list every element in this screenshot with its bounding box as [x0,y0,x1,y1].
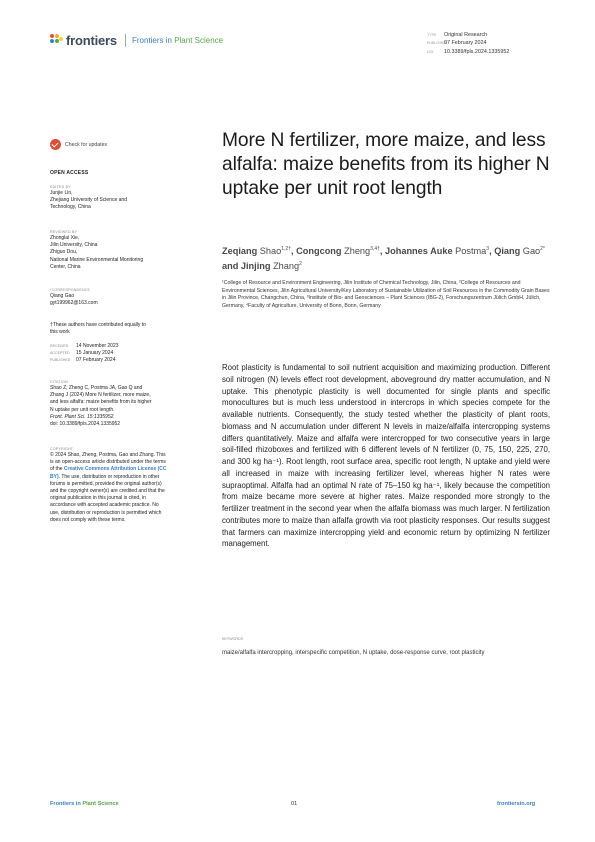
author[interactable]: Congcong Zheng$^{3,4\dagger}$ [296,246,380,257]
correspondence: *CORRESPONDENCE Qiang Gao gyt199962@163.com [50,287,168,307]
author[interactable]: Qiang Gao$^{2*}$ [494,246,545,257]
brand-name[interactable]: frontiers [66,33,117,48]
page-number: 01 [291,801,298,807]
abstract: Root plasticity is fundamental to soil nutrient acquisition and maximizing production. Different soil nitrogen (N) levels effect root development, aboveground dry matter accumulation, and N uptake. This phenotypic plasticity is well documented for single plants and specific monocultures but is much less understood in intercrops in which species compete for the available nutrients. Consequently, the study tested whether the plasticity of plant roots, biomass and N accumulation under different N levels in maize/alfalfa intercropping systems differs quantitatively. Maize and alfalfa were intercropped for two consecutive years in large soil-filled rhizoboxes and fertilized with 6 different levels of N fertilizer (0, 75, 150, 225, 270, and 300 kg ha⁻¹). Root length, root surface area, specific root length, N uptake and yield were all increased in maize with increasing fertilizer level, whereas higher N rates were supraoptimal. Alfalfa had an optimal N rate of 75–150 kg ha⁻¹, likely because the competition from maize became more severe at higher rates. Maize responded more strongly to the fertilizer treatment in the second year when the alfalfa biomass was much larger. N fertilization contributes more to maize than alfalfa growth via root plasticity responses. Our results suggest that farmers can maximize intercropping yield and economic return by optimizing N fertilizer management. [222,363,550,549]
keywords: maize/alfalfa intercropping, interspecific competition, N uptake, dose-response curve, root plasticity [222,650,485,656]
article-meta-top: TYPE Original Research PUBLISHED07 February 2024 DOI 10.3389/fpls.2024.1335952 [427,32,510,55]
copyright: COPYRIGHT © 2024 Shao, Zheng, Postma, Gao and Zhang. This is an open-access article distributed under the terms of the Creative Commons Attribution License (CC BY). The use, distribution or reproduction in other forums is permitted, provided the original author(s) and the copyright owner(s) are credited and that the original publication in this journal is cited, in accordance with accepted academic practice. No use, distribution or reproduction is permitted which does not comply with these terms. [50,447,167,523]
footer-journal[interactable]: Frontiers in Plant Science [50,801,119,807]
published-date: 07 February 2024 [444,40,487,47]
accepted-date: 15 January 2024 [76,350,114,357]
correspondence-email[interactable]: gyt199962@163.com [50,300,98,307]
doi-link[interactable]: 10.3389/fpls.2024.1335952 [444,48,510,55]
affiliations: ¹College of Resource and Environment Engineering, Jilin Institute of Chemical Technology, Jilin, China, ²College of Resources and Environmental Sciences, Jilin Agricultural University/Key Laboratory of Sustainable Utilization of Soil Resources in the Commodity Grain Bases in Jilin Province, Changchun, China, ³Institute of Bio- and Geosciences – Plant Sciences (IBG-2), Forschungszentrum Jülich GmbH, Jülich, Germany, ⁴Faculty of Agriculture, University of Bonn, Bonn, Germany [222,280,550,309]
license-link[interactable]: Creative Commons Attribution License (CC BY). [50,466,167,480]
footer-site-link[interactable]: frontiersin.org [497,801,536,807]
published-date-side: 07 February 2024 [76,357,116,364]
journal-header [50,33,223,48]
author[interactable]: Jinjing Zhang$^2$ [240,261,302,272]
article-dates: RECEIVED 14 November 2023 ACCEPTED 15 January 2024 PUBLISHED 07 February 2024 [50,343,119,364]
header-divider [125,34,126,47]
open-access-label: OPEN ACCESS [50,170,89,176]
journal-name[interactable]: Frontiers in Plant Science [131,36,224,45]
received-date: 14 November 2023 [76,343,119,349]
author[interactable]: Johannes Auke Postma$^3$ [385,246,490,257]
author[interactable]: Zeqiang Shao$^{1,2\dagger}$ [222,246,291,257]
check-updates-button[interactable]: Check for updates [50,139,107,150]
reviewed-by: REVIEWED BY Zhonglai Xie, Jilin University, China Zhiguo Dou, National Marine Environmental Monitoring Center, China [50,230,144,270]
check-mark-icon [50,139,61,150]
frontiers-logo-icon [50,34,63,47]
citation: CITATION Shao Z, Zheng C, Postma JA, Gao Q and Zhang J (2024) More N fertilizer, more maize, and less alfalfa: maize benefits from its higher N uptake per unit root length. Front. Plant Sci. 15:1335952. doi: 10.3389/fpls.2024.1335952 [50,380,152,428]
article-title: More N fertilizer, more maize, and less alfalfa: maize benefits from its higher N uptake per unit root length [222,130,550,199]
article-type: Original Research [444,32,488,38]
equal-contribution-note: †These authors have contributed equally to this work [50,322,146,336]
author-list: Zeqiang Shao$^{1,2\dagger}$, Congcong Zheng$^{3,4\dagger}$, Johannes Auke Postma$^3$, Qiang Gao$^{2*}$ and Jinjing Zhang$^2$ [222,246,545,272]
keywords-label: KEYWORDS [222,637,243,641]
edited-by: EDITED BY Junjie Lin, Zhejiang University of Science and Technology, China [50,185,127,211]
